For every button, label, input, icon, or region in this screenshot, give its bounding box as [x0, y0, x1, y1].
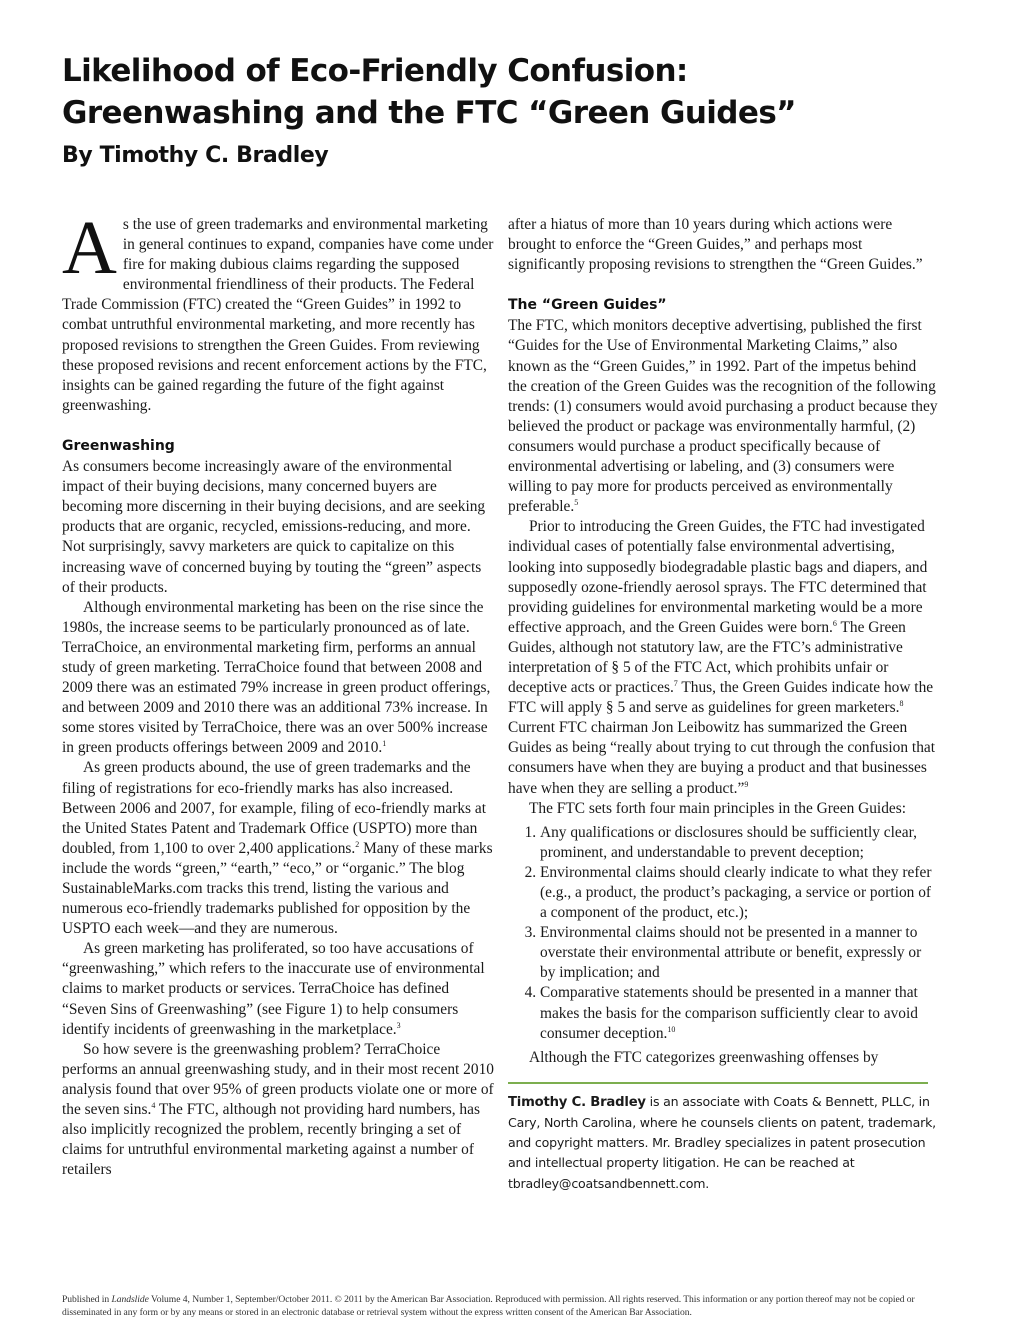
list-item: 1. Any qualifications or disclosures should be sufficiently clear, prominent, and understandable to prevent deception;: [540, 823, 938, 863]
author-bio: Timothy C. Bradley is an associate with Coats & Bennett, PLLC, in Cary, North Carolina, where he counsels clients on patent, trademark, and copyright matters. Mr. Bradley specializes in patent prosecution and intellectual property litigation. He can be reached at tbradley@coatsandbennett.com.: [508, 1093, 936, 1191]
right-column: [508, 215, 938, 1194]
paragraph: Although the FTC categorizes greenwashing offenses by: [529, 1048, 879, 1066]
publication-name: Landslide: [111, 1294, 149, 1305]
footnote-ref[interactable]: 8: [899, 699, 904, 709]
footnote-ref[interactable]: 5: [574, 498, 579, 508]
list-item: 3. Environmental claims should not be presented in a manner to overstate their environmental attribute or benefit, expressly or by implication; and: [540, 923, 938, 983]
paragraph: The FTC sets forth four main principles in the Green Guides:: [529, 799, 906, 817]
footnote-ref[interactable]: 3: [396, 1020, 401, 1030]
bio-author-name: Timothy C. Bradley: [508, 1094, 646, 1110]
intro-paragraph: As the use of green trademarks and environmental marketing in general continues to expand, companies have come under fire for making dubious claims regarding the supposed environmental friendliness of their products. The Federal Trade Commission (FTC) created the “Green Guides” in 1992 to combat untruthful environmental marketing, and more recently has proposed revisions to strengthen the Green Guides. From reviewing these proposed revisions and recent enforcement actions by the FTC, insights can be gained regarding the future of the fight against greenwashing.: [62, 206, 494, 414]
paragraph: As green products abound, the use of green trademarks and the filing of registrations for eco-friendly marks has also increased. Between 2006 and 2007, for example, filing of eco-friendly marks at the United States Patent and Trademark Office (USPTO) more than doubled, from 1,100 to over 2,400 applications.$^2$ Many of these marks include the words “green,” “earth,” “eco,” or “organic.” The blog SustainableMarks.com tracks this trend, listing the various and numerous eco-friendly trademarks published for opposition by the USPTO each week—and they are numerous.: [62, 759, 493, 938]
byline: By Timothy C. Bradley: [62, 143, 329, 168]
footnote-ref[interactable]: 6: [832, 618, 837, 628]
paragraph: As consumers become increasingly aware of the environmental impact of their buying decisions, many concerned buyers are becoming more discerning in their buying decisions, and are seeking products that are organic, recycled, emissions-reducing, and more. Not surprisingly, savvy marketers are quick to capitalize on this increasing wave of concerned buying by touting the “green” aspects of their products.: [62, 458, 486, 596]
title-line-1: Likelihood of Eco-Friendly Confusion:: [62, 53, 688, 89]
title-line-2: Greenwashing and the FTC “Green Guides”: [62, 95, 796, 131]
article-title: [62, 50, 796, 134]
footnote-ref[interactable]: 9: [744, 779, 749, 789]
paragraph: after a hiatus of more than 10 years during which actions were brought to enforce the “Green Guides,” and perhaps most significantly proposing revisions to strengthen the “Green Guides.”: [508, 216, 923, 274]
paragraph: As green marketing has proliferated, so too have accusations of “greenwashing,” which refers to the inaccurate use of environmental claims to market products or services. TerraChoice has defined “Seven Sins of Greenwashing” (see Figure 1) to help consumers identify incidents of greenwashing in the marketplace.$^3$: [62, 940, 485, 1038]
paragraph: The FTC, which monitors deceptive advertising, published the first “Guides for the Use of Environmental Marketing Claims,” also known as the “Green Guides,” in 1992. Part of the impetus behind the creation of the Green Guides was the recognition of the following trends: (1) consumers would avoid purchasing a product because they believed the product or package was environmentally harmful, (2) consumers would purchase a product specifically because of environmental advertising or labeling, and (3) consumers were willing to pay more for products perceived as environmentally preferable.$^5$: [508, 317, 938, 516]
copyright-footer: Published in Landslide Volume 4, Number 1, September/October 2011. © 2011 by the American Bar Association. Reproduced with permission. All rights reserved. This information or any portion thereof may not be copied or disseminated in any form or by any means or stored in an electronic database or retrieval system without the express written consent of the American Bar Association.: [62, 1294, 915, 1318]
footnote-ref[interactable]: 2: [355, 839, 360, 849]
footnote-ref[interactable]: 10: [667, 1024, 676, 1034]
bio-divider: [508, 1082, 928, 1084]
paragraph: So how severe is the greenwashing problem? TerraChoice performs an annual greenwashing study, and in their most recent 2010 analysis found that over 95% of green products violate one or more of the seven sins.$^4$ The FTC, although not providing hard numbers, has also implicitly recognized the problem, recently bringing a set of claims for untruthful environmental marketing against a number of retailers: [62, 1040, 494, 1179]
paragraph: Although environmental marketing has been on the rise since the 1980s, the increase seems to be particularly pronounced as of late. TerraChoice, an environmental marketing firm, performs an annual study of green marketing. TerraChoice found that between 2008 and 2009 there was an estimated 79% increase in green product offerings, and between 2009 and 2010 there was an additional 73% increase. In some stores visited by TerraChoice, there was an over 500% increase in green products offerings between 2009 and 2010.$^1$: [62, 598, 491, 757]
list-item: 4. Comparative statements should be presented in a manner that makes the basis for the comparison sufficiently clear to avoid consumer deception.$^{10}$: [540, 983, 938, 1043]
footnote-ref[interactable]: 1: [382, 739, 387, 749]
section-heading-green-guides: The “Green Guides”: [508, 297, 667, 314]
principles-list: [508, 823, 938, 1044]
paragraph: Prior to introducing the Green Guides, the FTC had investigated individual cases of potentially false environmental advertising, looking into supposedly biodegradable plastic bags and diapers, and supposedly ozone-friendly aerosol sprays. The FTC determined that providing guidelines for environmental marketing would be a more effective approach, and the Green Guides were born.$^6$ The Green Guides, although not statutory law, are the FTC’s administrative interpretation of § 5 of the FTC Act, which prohibits unfair or deceptive acts or practices.$^7$ Thus, the Green Guides indicate how the FTC will apply § 5 and serve as guidelines for green marketers.$^8$ Current FTC chairman Jon Leibowitz has summarized the Green Guides as being “really about trying to cut through the confusion that consumers have when they are buying a product and that businesses have when they are selling a product.”$^9$: [508, 518, 935, 797]
list-item: 2. Environmental claims should clearly indicate to what they refer (e.g., a product, the product’s packaging, a service or portion of a component of the product, etc.);: [540, 863, 938, 923]
drop-cap: A: [62, 206, 117, 290]
footnote-ref[interactable]: 4: [151, 1101, 156, 1111]
left-column: [62, 206, 494, 1180]
footnote-ref[interactable]: 7: [673, 679, 678, 689]
section-heading-greenwashing: Greenwashing: [62, 437, 175, 454]
